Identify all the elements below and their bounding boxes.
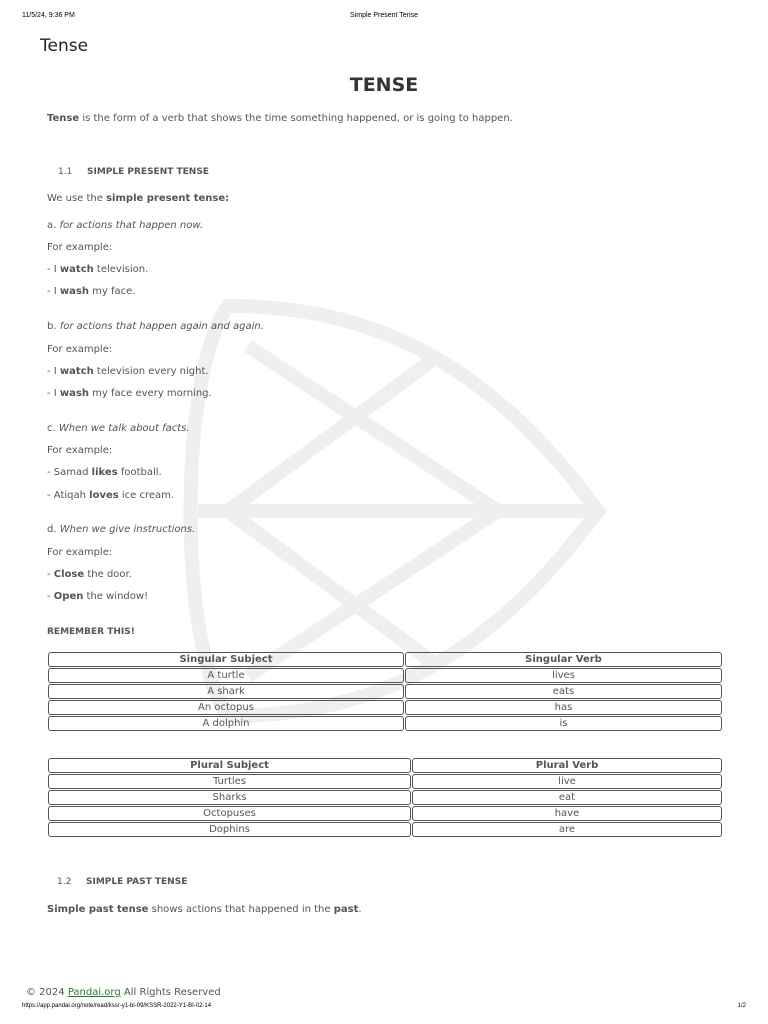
- example-label: For example:: [47, 547, 113, 558]
- table-cell: Sharks: [48, 790, 411, 805]
- example-post: television.: [93, 264, 149, 275]
- pandai-link[interactable]: Pandai.org: [67, 987, 121, 998]
- intro-term: Tense: [47, 113, 80, 124]
- example-verb: watch: [59, 264, 94, 275]
- table-row: [48, 684, 722, 699]
- use-letter: d.: [47, 524, 60, 535]
- table-cell: lives: [405, 668, 722, 683]
- page-number: 1/2: [737, 1003, 746, 1009]
- table-cell: A shark: [48, 684, 404, 699]
- example-post: football.: [117, 467, 162, 478]
- table-cell: A dolphin: [48, 716, 404, 731]
- example-verb: likes: [91, 467, 118, 478]
- term-bold: past: [333, 904, 359, 915]
- use-text: for actions that happen now.: [59, 220, 204, 231]
- table-cell: is: [405, 716, 722, 731]
- print-datetime: 11/5/24, 9:36 PM: [22, 12, 75, 19]
- example-verb: Close: [53, 569, 85, 580]
- example-line: [47, 285, 135, 299]
- use-b: [47, 320, 264, 334]
- intro-text: is the form of a verb that shows the time something happened, or is going to happen.: [79, 113, 513, 124]
- section-1-heading: [58, 167, 209, 177]
- print-header: [0, 12, 768, 24]
- table-cell: Turtles: [48, 774, 411, 789]
- table-row: [48, 806, 722, 821]
- lead-text: We use the: [47, 193, 107, 204]
- example-post: ice cream.: [118, 490, 175, 501]
- example-line: [47, 263, 148, 277]
- example-post: my face every morning.: [88, 388, 212, 399]
- use-text: When we talk about facts.: [58, 423, 190, 434]
- example-line: [47, 489, 174, 503]
- use-text: When we give instructions.: [59, 524, 196, 535]
- table-header: Plural Verb: [412, 758, 722, 773]
- use-letter: a.: [47, 220, 60, 231]
- example-label: For example:: [47, 344, 113, 355]
- table-header: Singular Verb: [405, 652, 722, 667]
- example-verb: watch: [59, 366, 94, 377]
- use-text: for actions that happen again and again.: [59, 321, 264, 332]
- use-d: [47, 523, 195, 537]
- lead-bold: simple present tense:: [106, 193, 230, 204]
- example-verb: wash: [59, 388, 89, 399]
- remember-note: REMEMBER THIS!: [47, 627, 135, 637]
- table-cell: eat: [412, 790, 722, 805]
- table-row: [48, 822, 722, 837]
- section-1-lead: [47, 192, 229, 206]
- example-post: the window!: [83, 591, 149, 602]
- text-plain: shows actions that happened in the: [148, 904, 334, 915]
- example-pre: - I: [47, 366, 60, 377]
- example-verb: Open: [53, 591, 84, 602]
- copyright-footer: [26, 987, 221, 998]
- print-title: Simple Present Tense: [350, 12, 418, 19]
- print-url: https://app.pandai.org/note/read/kssr-y1-bi-09/KSSR-2022-Y1-BI-02-14: [22, 1003, 212, 1009]
- copyright-text: © 2024: [26, 987, 68, 998]
- section-2-heading: [57, 877, 187, 887]
- section-number: 1.1: [58, 167, 73, 177]
- example-line: [47, 590, 148, 604]
- site-title: Tense: [40, 36, 89, 56]
- singular-table: [47, 651, 723, 732]
- example-pre: -: [47, 591, 54, 602]
- use-letter: c.: [47, 423, 59, 434]
- table-header-row: [48, 652, 722, 667]
- example-post: television every night.: [93, 366, 209, 377]
- example-line: [47, 568, 132, 582]
- table-row: [48, 668, 722, 683]
- example-verb: wash: [59, 286, 89, 297]
- page-title: TENSE: [349, 74, 419, 96]
- table-cell: have: [412, 806, 722, 821]
- example-pre: - I: [47, 264, 60, 275]
- example-verb: loves: [89, 490, 119, 501]
- section-number: 1.2: [57, 877, 72, 887]
- intro-paragraph: [47, 112, 513, 126]
- table-row: [48, 700, 722, 715]
- table-row: [48, 790, 722, 805]
- table-header: Plural Subject: [48, 758, 411, 773]
- table-cell: Dophins: [48, 822, 411, 837]
- table-cell: An octopus: [48, 700, 404, 715]
- table-row: [48, 774, 722, 789]
- use-a: [47, 219, 203, 233]
- example-pre: - I: [47, 286, 60, 297]
- table-cell: live: [412, 774, 722, 789]
- section-title: SIMPLE PAST TENSE: [86, 877, 188, 887]
- section-title: SIMPLE PRESENT TENSE: [87, 167, 209, 177]
- term-bold: Simple past tense: [47, 904, 149, 915]
- example-pre: - I: [47, 388, 60, 399]
- table-cell: A turtle: [48, 668, 404, 683]
- example-pre: - Samad: [47, 467, 92, 478]
- use-letter: b.: [47, 321, 60, 332]
- example-line: [47, 365, 209, 379]
- rights-text: All Rights Reserved: [120, 987, 221, 998]
- text-plain: .: [358, 904, 362, 915]
- table-header: Singular Subject: [48, 652, 404, 667]
- table-cell: are: [412, 822, 722, 837]
- table-cell: eats: [405, 684, 722, 699]
- table-row: [48, 716, 722, 731]
- use-c: [47, 422, 190, 436]
- example-line: [47, 387, 212, 401]
- table-cell: Octopuses: [48, 806, 411, 821]
- table-cell: has: [405, 700, 722, 715]
- table-header-row: [48, 758, 722, 773]
- example-post: the door.: [84, 569, 132, 580]
- section-2-text: [47, 903, 362, 917]
- example-post: my face.: [88, 286, 136, 297]
- example-line: [47, 466, 162, 480]
- example-label: For example:: [47, 242, 113, 253]
- example-pre: - Atiqah: [47, 490, 90, 501]
- example-pre: -: [47, 569, 54, 580]
- plural-table: [47, 757, 723, 838]
- example-label: For example:: [47, 445, 113, 456]
